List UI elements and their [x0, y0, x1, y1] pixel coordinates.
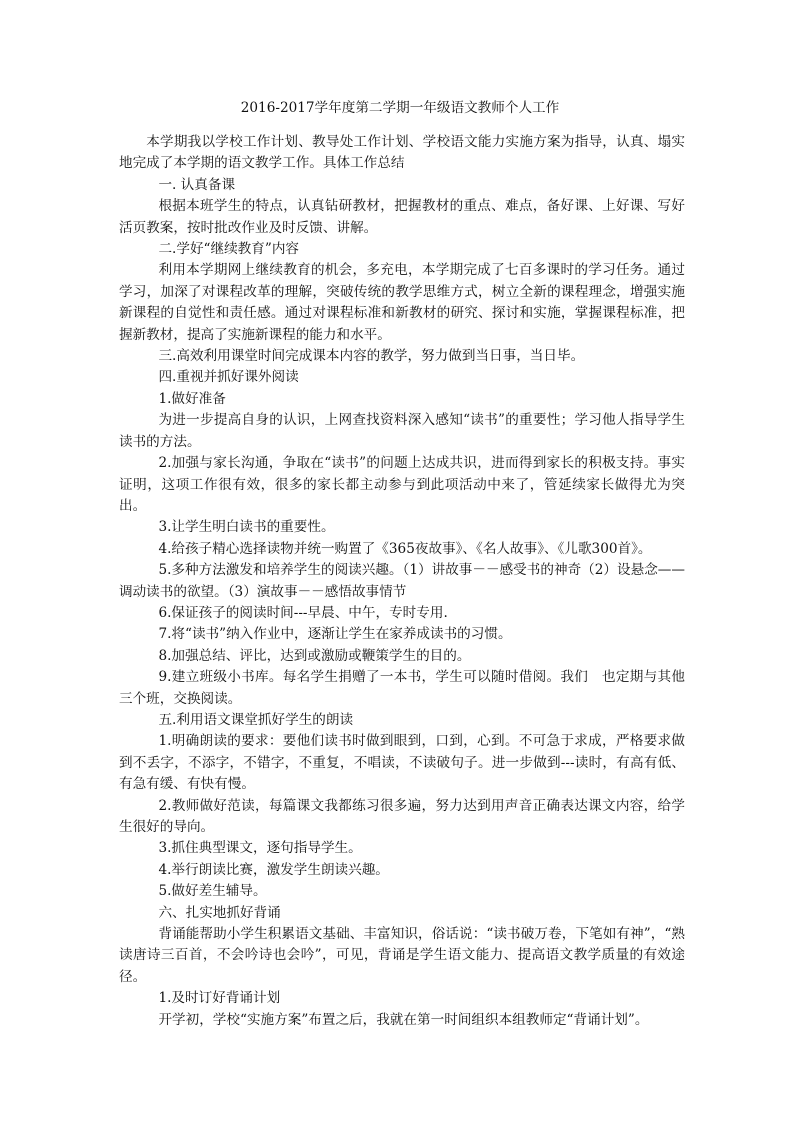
list-item: 9.建立班级小书库。每名学生捐赠了一本书，学生可以随时借阅。我们 也定期与其他三个班，交换阅读。 [119, 669, 685, 707]
list-item: 2.教师做好范读，每篇课文我都练习很多遍，努力达到用声音正确表达课文内容，给学生很好的导向。 [119, 797, 685, 835]
subheading: 1.及时订好背诵计划 [158, 990, 281, 1007]
list-item: 1.明确朗读的要求：要他们读书时做到眼到，口到，心到。不可急于求成，严格要求做到不丢字，不添字，不错字，不重复，不唱读，不读破句子。进一步做到---读时，有高有低、有急有缓、有快有慢。 [119, 733, 685, 793]
document-body [119, 132, 685, 1031]
heading-1: 一. 认真备课 [158, 176, 236, 193]
list-item: 4.举行朗读比赛，激发学生朗读兴趣。 [158, 861, 389, 878]
paragraph: 利用本学期网上继续教育的机会，多充电，本学期完成了七百多课时的学习任务。通过学习，加深了对课程改革的理解，突破传统的教学思维方式，树立全新的课程理念，增强实施新课程的自觉性和责任感。通过对课程标准和新教材的研究、探讨和实施，掌握课程标准，把握新教材，提高了实施新课程的能力和水平。 [119, 262, 685, 343]
list-item: 3.让学生明白读书的重要性。 [158, 519, 335, 536]
list-item: 5.多种方法激发和培养学生的阅读兴趣。（1）讲故事－－感受书的神奇（2）设悬念——调动读书的欲望。（3）演故事－－感悟故事情节 [119, 562, 685, 600]
paragraph: 开学初，学校“实施方案”布置之后，我就在第一时间组织本组教师定“背诵计划”。 [158, 1011, 649, 1028]
list-item: 8.加强总结、评比，达到或激励或鞭策学生的目的。 [158, 647, 471, 664]
subheading: 1.做好准备 [158, 390, 226, 407]
list-item: 2.加强与家长沟通，争取在“读书”的问题上达成共识，进而得到家长的积极支持。事实证明，这项工作很有效，很多的家长都主动参与到此项活动中来了，管延续家长做得尤为突出。 [119, 455, 685, 514]
list-item: 6.保证孩子的阅读时间---早晨、中午，专时专用. [158, 604, 448, 621]
heading-2: 二.学好“继续教育”内容 [158, 241, 300, 258]
list-item: 7.将“读书”纳入作业中，逐渐让学生在家养成读书的习惯。 [158, 626, 512, 643]
heading-6: 六、扎实地抓好背诵 [158, 904, 281, 921]
heading-4: 四.重视并抓好课外阅读 [158, 369, 299, 386]
paragraph: 为进一步提高自身的认识，上网查找资料深入感知“读书”的重要性；学习他人指导学生读书的方法。 [119, 412, 685, 450]
list-item: 3.抓住典型课文，逐句指导学生。 [158, 840, 362, 857]
heading-5: 五.利用语文课堂抓好学生的朗读 [158, 711, 354, 728]
list-item: 5.做好差生辅导。 [158, 883, 267, 900]
document-title: 2016-2017学年度第二学期一年级语文教师个人工作 [240, 100, 560, 116]
heading-3: 三.高效利用课堂时间完成课本内容的教学，努力做到当日事，当日毕。 [158, 348, 585, 365]
paragraph: 背诵能帮助小学生积累语文基础、丰富知识，俗话说：“读书破万卷，下笔如有神”，“熟读唐诗三百首，不会吟诗也会吟”，可见，背诵是学生语文能力、提高语文教学质量的有效途径。 [119, 926, 685, 985]
paragraph: 根据本班学生的特点，认真钻研教材，把握教材的重点、难点，备好课、上好课、写好活页教案，按时批改作业及时反馈、讲解。 [119, 198, 685, 236]
list-item: 4.给孩子精心选择读物并统一购置了《365夜故事》、《名人故事》、《儿歌300首》。 [158, 540, 652, 557]
paragraph-intro: 本学期我以学校工作计划、教导处工作计划、学校语文能力实施方案为指导，认真、塌实地完成了本学期的语文教学工作。具体工作总结 [119, 134, 685, 172]
